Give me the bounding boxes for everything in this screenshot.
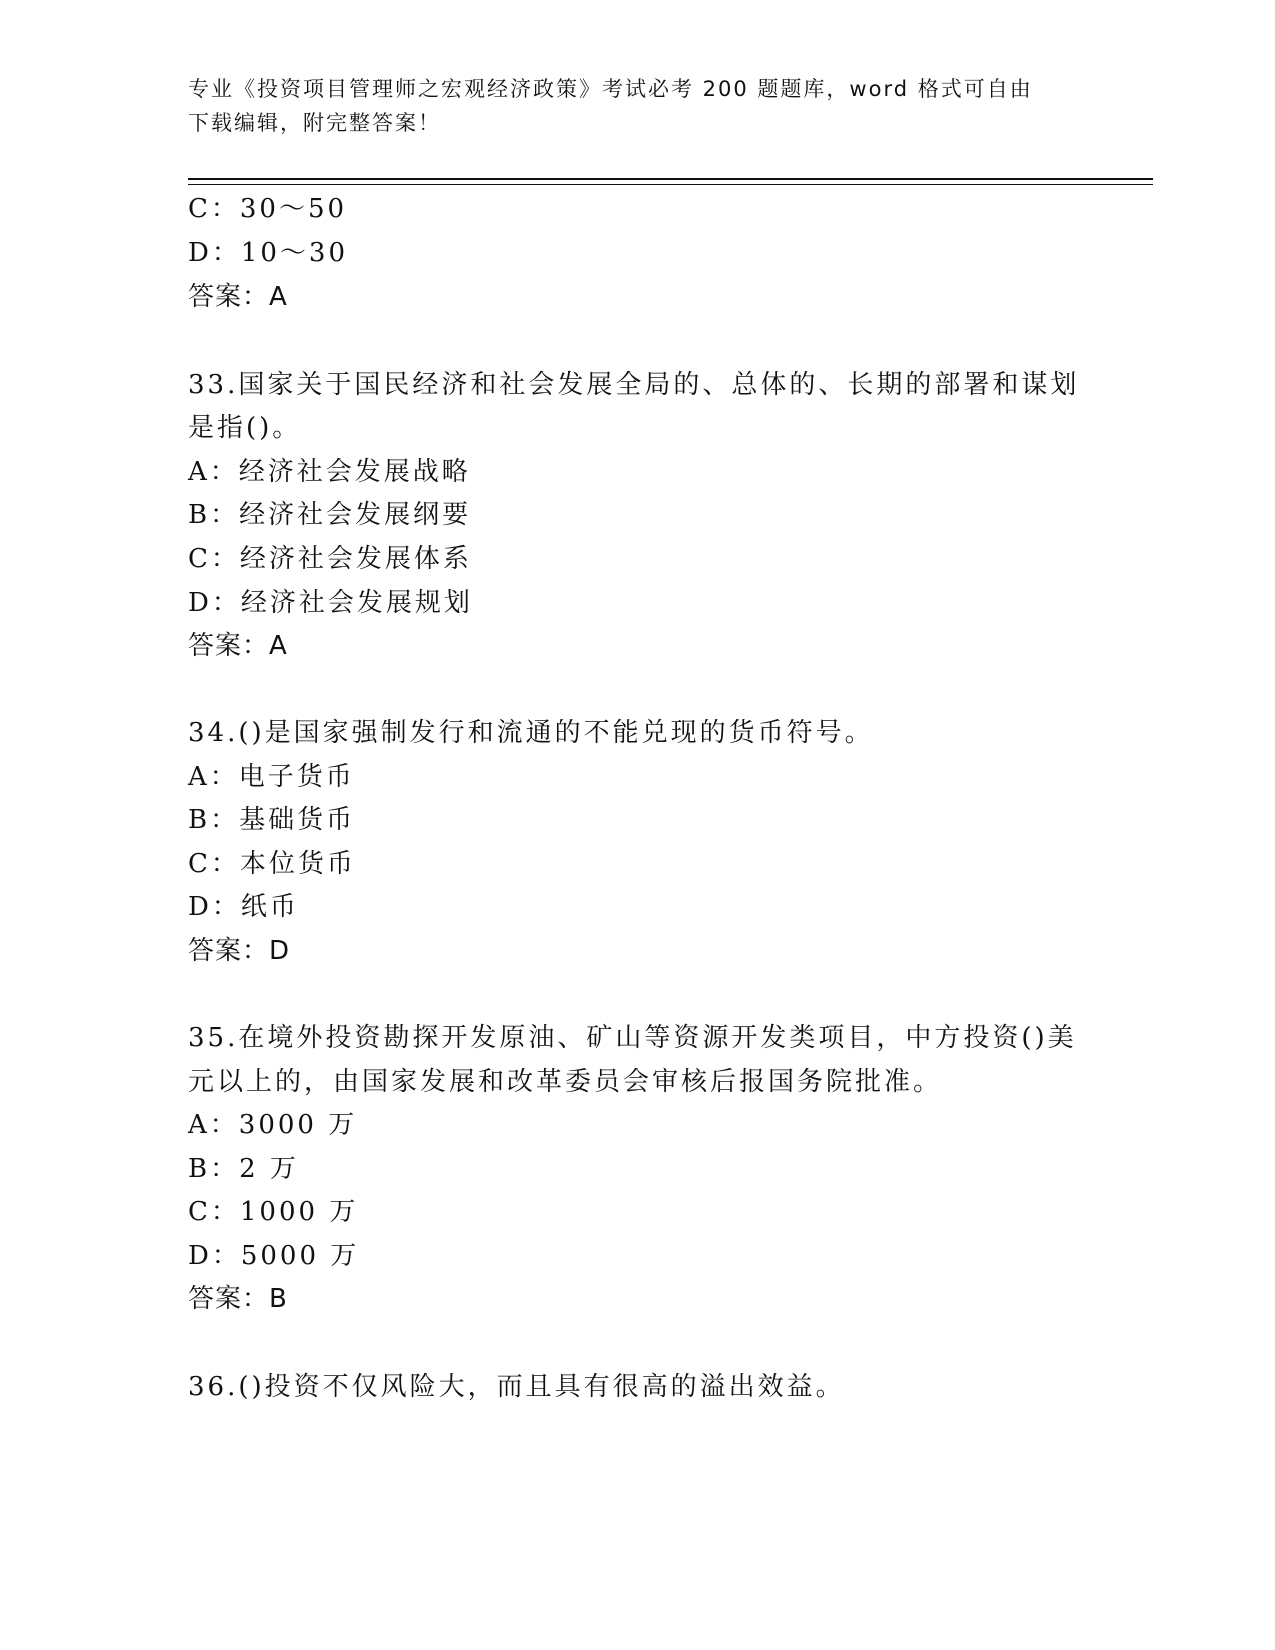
- q33-option-d: D：经济社会发展规划: [188, 588, 473, 618]
- q35-option-a: A：3000 万: [188, 1110, 358, 1140]
- q33-option-b: B：经济社会发展纲要: [188, 500, 472, 530]
- header-line-1: 专业《投资项目管理师之宏观经济政策》考试必考 200 题题库，word 格式可自由: [188, 77, 1033, 101]
- q34-stem-line-1: 34.()是国家强制发行和流通的不能兑现的货币符号。: [188, 718, 874, 748]
- q34-answer: 答案：D: [188, 936, 291, 966]
- q35-stem-line-2: 元以上的，由国家发展和改革委员会审核后报国务院批准。: [188, 1067, 943, 1097]
- q36-stem-line-1: 36.()投资不仅风险大，而且具有很高的溢出效益。: [188, 1372, 845, 1402]
- q35-option-b: B：2 万: [188, 1154, 299, 1184]
- q32-answer: 答案：A: [188, 282, 288, 312]
- q34-option-c: C：本位货币: [188, 849, 356, 879]
- q34-option-b: B：基础货币: [188, 805, 356, 835]
- q34-option-d: D：纸币: [188, 892, 299, 922]
- q35-answer: 答案：B: [188, 1284, 288, 1314]
- header-rule-thin: [188, 184, 1153, 185]
- q33-answer: 答案：A: [188, 631, 288, 661]
- q33-option-c: C：经济社会发展体系: [188, 544, 472, 574]
- q33-stem-line-1: 33.国家关于国民经济和社会发展全局的、总体的、长期的部署和谋划: [188, 370, 1080, 400]
- q33-stem-line-2: 是指()。: [188, 413, 302, 443]
- document-header: [188, 72, 1088, 140]
- q35-option-c: C：1000 万: [188, 1197, 359, 1227]
- q35-stem-line-1: 35.在境外投资勘探开发原油、矿山等资源开发类项目，中方投资()美: [188, 1023, 1077, 1053]
- q35-option-d: D：5000 万: [188, 1241, 360, 1271]
- header-rule-thick: [188, 178, 1153, 180]
- q34-option-a: A：电子货币: [188, 762, 355, 792]
- q32-option-d: D：10～30: [188, 238, 349, 268]
- header-line-2: 下载编辑，附完整答案！: [188, 111, 441, 135]
- q33-option-a: A：经济社会发展战略: [188, 457, 471, 487]
- q32-option-c: C：30～50: [188, 194, 348, 224]
